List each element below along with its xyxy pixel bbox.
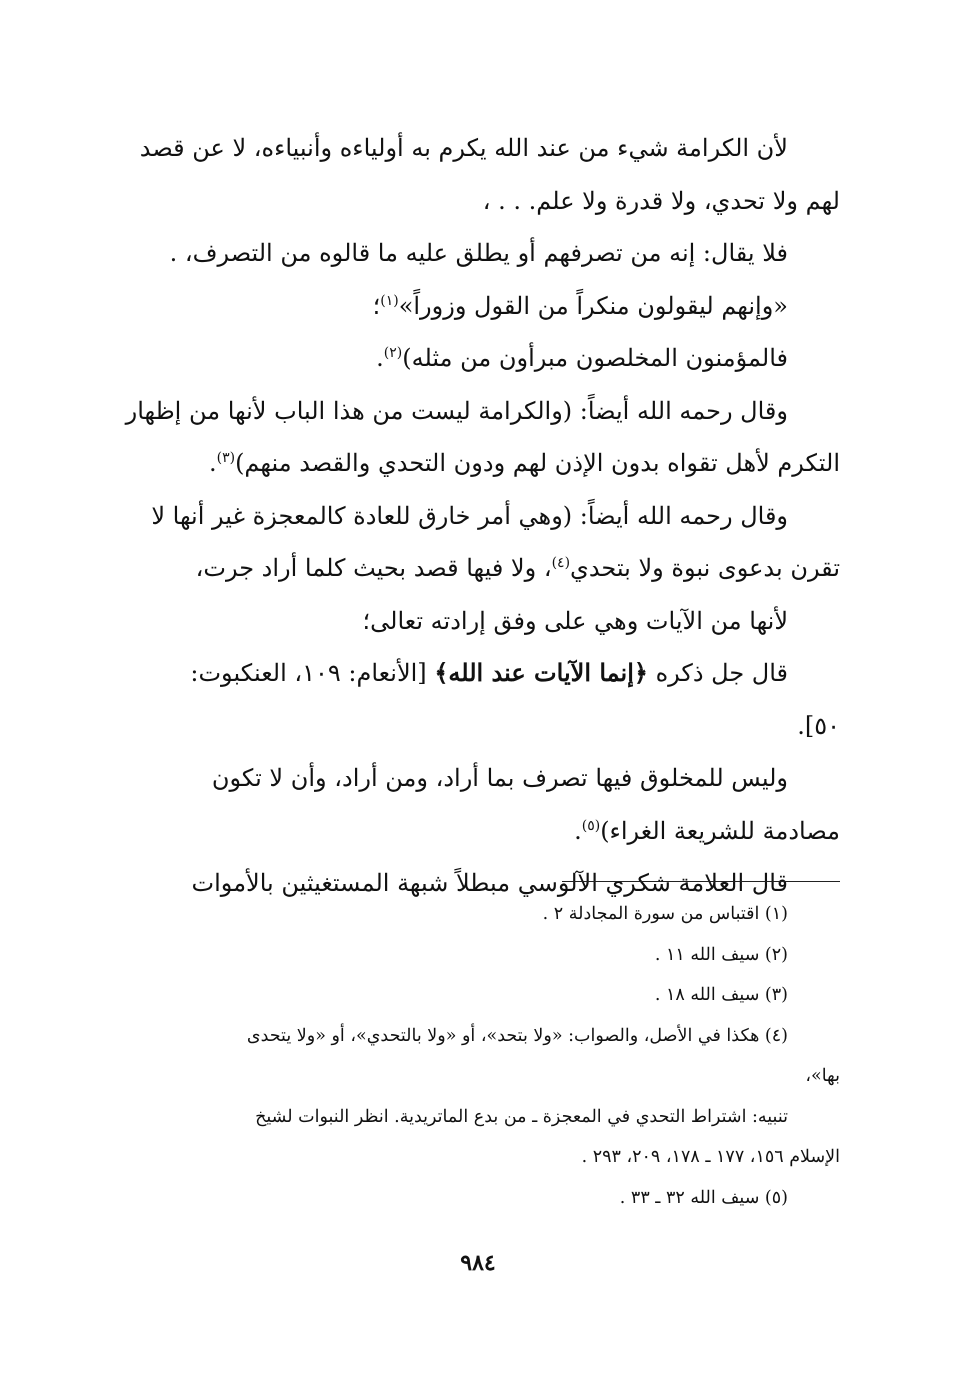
footnote-ref: (٣) xyxy=(216,450,236,466)
text-line: وقال رحمه الله أيضاً: (والكرامة ليست من هذا الباب لأنها من إظهار xyxy=(125,396,788,425)
text-line: لهم ولا تحدي، ولا قدرة ولا علم. . . ، xyxy=(482,186,840,215)
paragraph-line xyxy=(118,437,840,490)
footnote: (٢) سيف الله ١١ . xyxy=(654,944,788,965)
footnote: (١) اقتباس من سورة المجادلة ٢ . xyxy=(542,904,788,924)
text-line: وليس للمخلوق فيها تصرف بما أراد، ومن أراد، وأن لا تكون xyxy=(211,764,788,792)
citation: ٥٠]. xyxy=(797,711,840,740)
paragraph-line xyxy=(118,122,840,175)
footnote-continuation: الإسلام ١٥٦، ١٧٧ ـ ١٧٨، ٢٠٩، ٢٩٣ . xyxy=(581,1147,840,1167)
text-line: وقال رحمه الله أيضاً: (وهي أمر خارق للعادة كالمعجزة غير أنها لا xyxy=(151,501,788,530)
paragraph-line xyxy=(118,227,840,280)
footnote-ref: (١) xyxy=(380,292,399,309)
paragraph-line xyxy=(118,752,840,805)
text-line: ، ولا فيها قصد بحيث كلما أراد جرت، xyxy=(195,554,552,582)
punctuation: ؛ xyxy=(372,291,381,320)
footnote-ref: (٤) xyxy=(551,555,571,571)
text-line: مصادمة للشريعة الغراء) xyxy=(600,816,840,845)
footnote-ref: (٢) xyxy=(383,345,403,361)
punctuation: . xyxy=(208,449,217,477)
text-line: قال جل ذكره xyxy=(655,659,788,687)
paragraph-line xyxy=(118,700,840,753)
text-line: لأن الكرامة شيء من عند الله يكرم به أولياءه وأنبياءه، لا عن قصد xyxy=(139,134,788,162)
text-line: قال العلامة شكري الآلوسي مبطلاً شبهة المستغيثين بالأموات xyxy=(191,869,788,897)
text-line: التكرم لأهل تقواه بدون الإذن لهم ودون التحدي والقصد منهم) xyxy=(235,449,840,477)
text-line: فلا يقال: إنه من تصرفهم أو يطلق عليه ما قالوه من التصرف، . xyxy=(169,239,788,267)
footnote: (٤) هكذا في الأصل، والصواب: «ولا بتحد»، أو «ولا بالتحدي»، أو «ولا يتحدى xyxy=(246,1025,788,1046)
footnote-continuation: بها»، xyxy=(805,1066,840,1086)
paragraph-line xyxy=(118,542,840,595)
citation: [الأنعام: ١٠٩، العنكبوت: xyxy=(190,659,427,687)
paragraph-line xyxy=(118,647,840,700)
text-line: «وإنهم ليقولون منكراً من القول وزوراً» xyxy=(398,291,788,320)
footnote: (٥) سيف الله ٣٢ ـ ٣٣ . xyxy=(619,1187,788,1208)
footnote-separator xyxy=(562,881,840,882)
text-line: فالمؤمنون المخلصون مبرأون من مثله) xyxy=(402,344,788,372)
quran-quote: ﴿إنما الآيات عند الله﴾ xyxy=(434,658,648,687)
main-text xyxy=(118,122,840,910)
paragraph-line xyxy=(118,175,840,228)
footnote: (٣) سيف الله ١٨ . xyxy=(654,985,788,1005)
footnote-ref: (٥) xyxy=(581,817,601,834)
footnote-note: تنبيه: اشتراط التحدي في المعجزة ـ من بدع الماتريدية. انظر النبوات لشيخ xyxy=(255,1106,788,1127)
punctuation: . xyxy=(574,816,582,845)
paragraph-line xyxy=(118,385,840,438)
paragraph-line xyxy=(118,280,840,333)
text-line: لأنها من الآيات وهي على وفق إرادته تعالى؛ xyxy=(362,606,788,635)
paragraph-line xyxy=(118,595,840,648)
footnotes xyxy=(118,894,840,1218)
punctuation: . xyxy=(376,344,384,372)
text-line: تقرن بدعوى نبوة ولا بتحدي xyxy=(570,554,840,582)
paragraph-line xyxy=(118,332,840,385)
paragraph-line xyxy=(118,490,840,543)
page-number: ٩٨٤ xyxy=(460,1250,496,1276)
paragraph-line xyxy=(118,805,840,858)
